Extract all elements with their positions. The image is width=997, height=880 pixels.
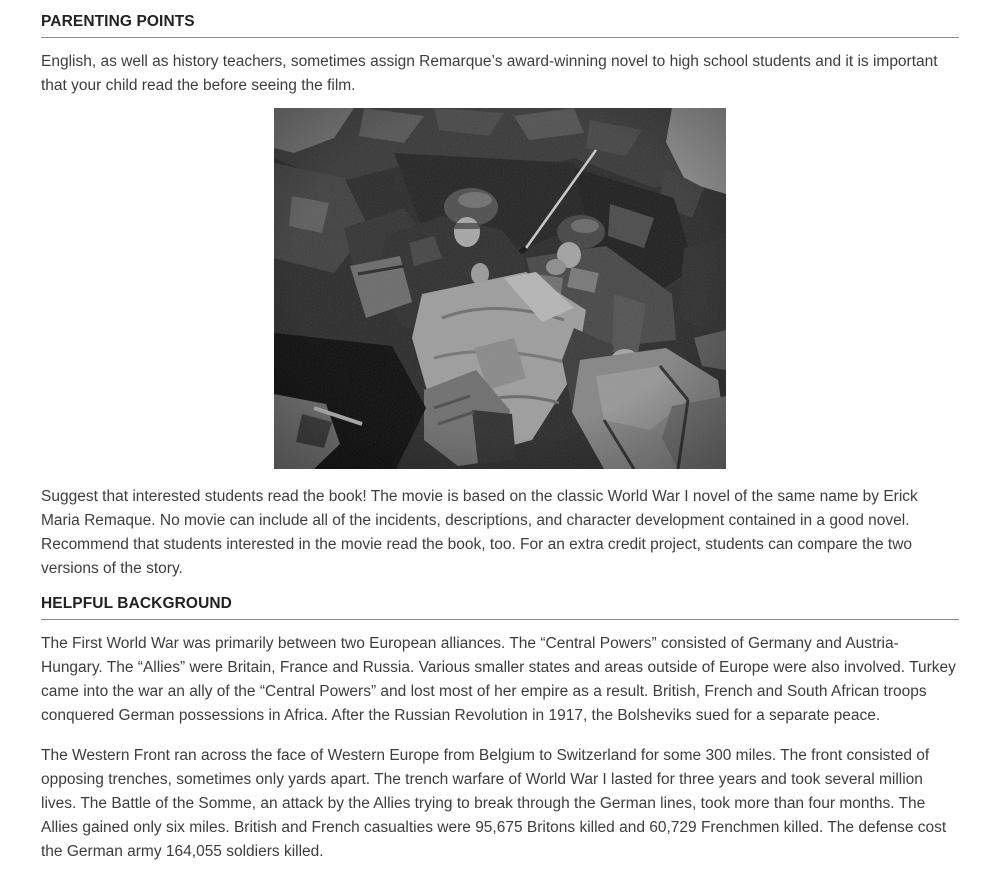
war-film-still-illustration [274, 108, 726, 469]
movie-still-image [274, 108, 726, 469]
book-recommendation-paragraph: Suggest that interested students read the book! The movie is based on the classic World War I novel of the same name by Erick Maria Remaque. No movie can include all of the incidents, descriptions, and character development contained in a good novel. Recommend that students interested in the movie read the book, too. For an extra credit project, students can compare the two versions of the story. [41, 488, 918, 577]
section-divider [41, 619, 959, 620]
helpful-background-heading: HELPFUL BACKGROUND [41, 595, 232, 612]
ww1-alliances-paragraph: The First World War was primarily between two European alliances. The “Central Powers” consisted of Germany and Austria-Hungary. The “Allies” were Britain, France and Russia. Various smaller states and areas outside of Europe were also involved. Turkey came into the war an ally of the “Central Powers” and lost most of her empire as a result. British, French and South African troops conquered German possessions in Africa. After the Russian Revolution in 1917, the Bolsheviks sued for a separate peace. [41, 635, 956, 724]
western-front-paragraph: The Western Front ran across the face of Western Europe from Belgium to Switzerland for some 300 miles. The front consisted of opposing trenches, sometimes only yards apart. The trench warfare of World War I lasted for three years and took several million lives. The Battle of the Somme, an attack by the Allies trying to break through the German lines, took more than four months. The Allies gained only six miles. British and French casualties were 95,675 Britons killed and 60,729 Frenchmen killed. The defense cost the German army 164,055 soldiers killed. [41, 747, 947, 860]
intro-paragraph: English, as well as history teachers, sometimes assign Remarque’s award-winning novel to high school students and it is important that your child read the before seeing the film. [41, 53, 938, 94]
parenting-points-heading: PARENTING POINTS [41, 13, 195, 30]
section-divider [41, 37, 959, 38]
